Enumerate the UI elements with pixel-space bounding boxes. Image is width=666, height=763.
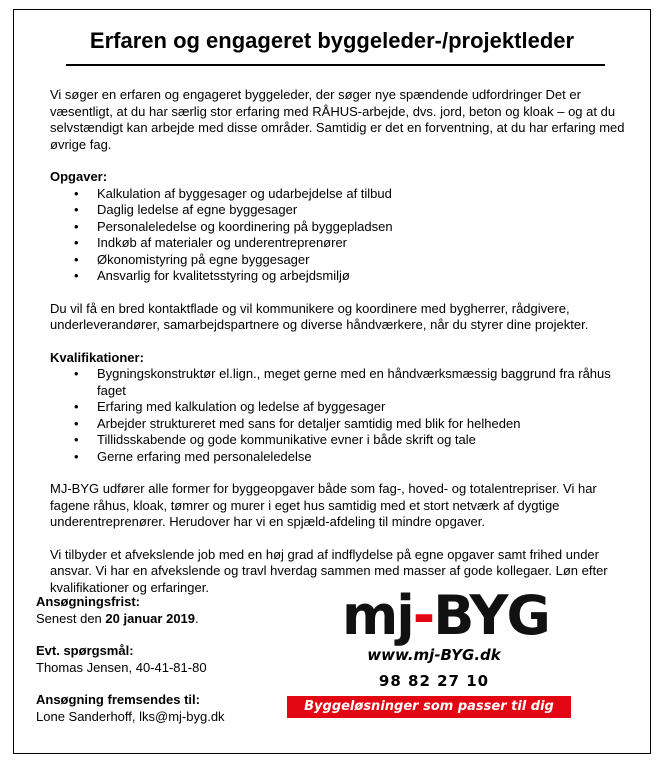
list-item: • Arbejder struktureret med sans for detaljer samtidig med blik for helheden (50, 416, 625, 433)
list-item: • Ansvarlig for kvalitetsstyring og arbejdsmiljø (50, 268, 625, 285)
deadline-heading: Ansøgningsfrist: (36, 594, 140, 609)
list-item: • Indkøb af materialer og underentreprenører (50, 235, 625, 252)
list-item: • Personaleledelse og koordinering på byggepladsen (50, 219, 625, 236)
company-phone: 98 82 27 10 (378, 672, 490, 690)
list-item: • Tillidsskabende og gode kommunikative evner i både skrift og tale (50, 432, 625, 449)
application-contact: Lone Sanderhoff, lks@mj-byg.dk (36, 708, 225, 724)
tasks-list (50, 186, 625, 285)
questions-heading: Evt. spørgsmål: (36, 643, 134, 658)
intro-paragraph: Vi søger en erfaren og engageret byggeleder, der søger nye spændende udfordringer Det er væsentligt, at du har særlig stor erfaring med RÅHUS-arbejde, dvs. jord, beton og kloak – og at du selvstændigt kan arbejde med disse områder. Samtidig er det en forventning, at du har erfaring med øvrige fag. (50, 87, 625, 152)
list-item: • Erfaring med kalkulation og ledelse af byggesager (50, 399, 625, 416)
questions-contact: Thomas Jensen, 40-41-81-80 (36, 659, 207, 675)
company-slogan: Byggeløsninger som passer til dig (287, 696, 571, 718)
list-item: • Kalkulation af byggesager og udarbejdelse af tilbud (50, 186, 625, 203)
company-logo (284, 584, 584, 720)
list-item: • Daglig ledelse af egne byggesager (50, 202, 625, 219)
qualifications-heading: Kvalifikationer: (50, 349, 144, 365)
title-underline (66, 64, 605, 66)
company-website[interactable]: www.mj-BYG.dk (367, 646, 501, 664)
list-item: • Økonomistyring på egne byggesager (50, 252, 625, 269)
deadline-date: 20 januar 2019 (105, 610, 196, 626)
page-title: Erfaren og engageret byggeleder-/projektleder (89, 28, 575, 53)
qualifications-list (50, 366, 625, 465)
application-info (36, 594, 276, 725)
list-item: • Bygningskonstruktør el.lign., meget gerne med en håndværksmæssig baggrund fra råhus faget (50, 366, 625, 399)
application-heading: Ansøgning fremsendes til: (36, 692, 200, 707)
list-item: • Gerne erfaring med personaleledelse (50, 449, 625, 466)
contact-paragraph: Du vil få en bred kontaktflade og vil kommunikere og koordinere med bygherrer, rådgivere, underleverandører, samarbejdspartnere og diverse håndværkere, når du styrer dine projekter. (50, 300, 589, 332)
deadline-text: Senest den 20 januar 2019. (36, 610, 199, 626)
offer-paragraph: Vi tilbyder et afvekslende job med en høj grad af indflydelse på egne opgaver samt frihed under ansvar. Vi har en afvekslende og travl hverdag sammen med masser af gode kollegaer. Løn efter kvalifikationer og erfaringer. (50, 546, 608, 595)
ad-body (50, 87, 625, 596)
tasks-heading: Opgaver: (50, 169, 108, 184)
company-paragraph: MJ-BYG udfører alle former for byggeopgaver både som fag-, hoved- og totalentrepriser. Vi har fagene råhus, kloak, tømrer og murer i eget hus samtidig med et stort netværk af dygtige underentreprenører. Herudover har vi en spjæld-afdeling til mindre opgaver. (50, 481, 597, 529)
logo-wordmark: mj-BYG (342, 584, 549, 647)
